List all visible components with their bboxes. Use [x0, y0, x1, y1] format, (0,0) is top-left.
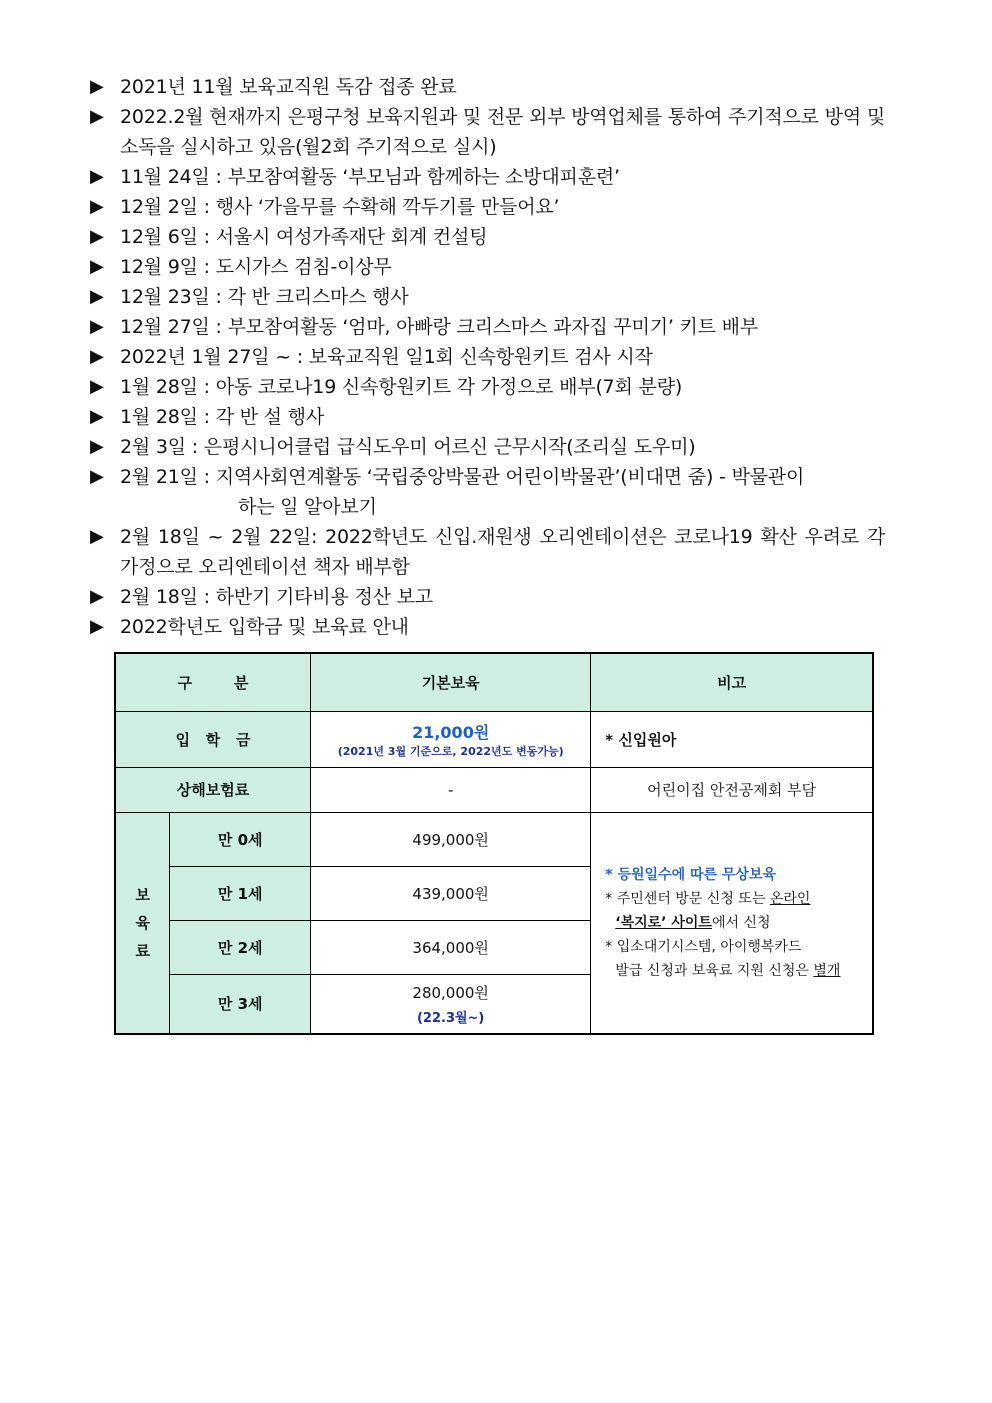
list-item: ▶ 2월 18일 : 하반기 기타비용 정산 보고 [90, 582, 885, 612]
admission-amount-cell [311, 711, 591, 767]
fee-amount-note: (22.3월~) [416, 1010, 485, 1026]
list-item-continuation: 하는 일 알아보기 [238, 496, 377, 518]
list-item: ▶ 12월 23일 : 각 반 크리스마스 행사 [90, 282, 885, 312]
list-item: ▶ 2022학년도 입학금 및 보육료 안내 [90, 612, 885, 642]
note-underline: 별개 [813, 962, 841, 979]
arrow-icon: ▶ [90, 406, 104, 427]
list-item: ▶ 2021년 11월 보육교직원 독감 접종 완료 [90, 72, 885, 102]
fee-table [114, 652, 874, 1035]
arrow-icon: ▶ [90, 196, 104, 217]
header-category: 구 분 [115, 653, 311, 711]
arrow-icon: ▶ [90, 466, 104, 487]
table-row [115, 767, 873, 812]
arrow-icon: ▶ [90, 376, 104, 397]
fee-group-char: 료 [135, 941, 150, 960]
note-text: * 주민센터 방문 신청 또는 [605, 890, 770, 907]
arrow-icon: ▶ [90, 76, 104, 97]
list-item: ▶ 1월 28일 : 각 반 설 행사 [90, 402, 885, 432]
note-underline: ‘복지로’ 사이트 [615, 914, 712, 931]
arrow-icon: ▶ [90, 166, 104, 187]
note-line [605, 887, 872, 911]
header-remark: 비고 [591, 653, 873, 711]
arrow-icon: ▶ [90, 226, 104, 247]
admission-amount-note: (2021년 3월 기준으로, 2022년도 변동가능) [337, 744, 564, 758]
age-label: 만 3세 [170, 974, 311, 1034]
table-row [115, 812, 873, 866]
list-item [90, 462, 885, 522]
admission-label: 입 학 금 [115, 711, 311, 767]
note-text: 에서 신청 [711, 914, 771, 931]
age-label: 만 0세 [170, 812, 311, 866]
fee-group-char: 보 [135, 885, 150, 904]
arrow-icon: ▶ [90, 436, 104, 457]
list-item-text: 2월 21일 : 지역사회연계활동 ‘국립중앙박물관 어린이박물관’(비대면 줌) - 박물관이 [120, 466, 805, 488]
list-item: ▶ 11월 24일 : 부모참여활동 ‘부모님과 함께하는 소방대피훈련’ [90, 162, 885, 192]
arrow-icon: ▶ [90, 346, 104, 367]
fee-group-label [115, 812, 170, 1034]
list-item: ▶ 12월 9일 : 도시가스 검침-이상무 [90, 252, 885, 282]
list-item: ▶ 1월 28일 : 아동 코로나19 신속항원키트 각 가정으로 배부(7회 분량) [90, 372, 885, 402]
admission-amount: 21,000원 [412, 722, 490, 742]
list-item: ▶ 12월 6일 : 서울시 여성가족재단 회계 컨설팅 [90, 222, 885, 252]
age-label: 만 2세 [170, 920, 311, 974]
fee-amount: 280,000원 [412, 983, 489, 1002]
list-item: ▶ 2월 18일 ~ 2월 22일: 2022학년도 신입.재원생 오리엔테이션은 코로나19 확산 우려로 각 가정으로 오리엔테이션 책자 배부함 [90, 522, 885, 582]
note-text: 발급 신청과 보육료 지원 신청은 [615, 962, 814, 979]
table-header-row [115, 653, 873, 711]
header-basic-care: 기본보육 [311, 653, 591, 711]
fee-amount: 499,000원 [311, 812, 591, 866]
arrow-icon: ▶ [90, 106, 104, 127]
note-line [605, 959, 872, 983]
fee-amount: 364,000원 [311, 920, 591, 974]
list-item: ▶ 2022.2월 현재까지 은평구청 보육지원과 및 전문 외부 방역업체를 통하여 주기적으로 방역 및 소독을 실시하고 있음(월2회 주기적으로 실시) [90, 102, 885, 162]
arrow-icon: ▶ [90, 256, 104, 277]
arrow-icon: ▶ [90, 316, 104, 337]
list-item: ▶ 12월 2일 : 행사 ‘가을무를 수확해 깍두기를 만들어요’ [90, 192, 885, 222]
arrow-icon: ▶ [90, 526, 104, 547]
activity-list [90, 72, 885, 642]
admission-remark: * 신입원아 [591, 711, 873, 767]
fee-amount: 439,000원 [311, 866, 591, 920]
age-label: 만 1세 [170, 866, 311, 920]
fee-amount-cell [311, 974, 591, 1034]
insurance-remark: 어린이집 안전공제회 부담 [591, 767, 873, 812]
list-item: ▶ 2월 3일 : 은평시니어클럽 급식도우미 어르신 근무시작(조리실 도우미) [90, 432, 885, 462]
list-item: ▶ 2022년 1월 27일 ~ : 보육교직원 일1회 신속항원키트 검사 시작 [90, 342, 885, 372]
table-row [115, 711, 873, 767]
note-underline: 온라인 [769, 890, 811, 907]
fee-notes [591, 812, 873, 1034]
arrow-icon: ▶ [90, 286, 104, 307]
note-line: * 입소대기시스템, 아이행복카드 [605, 938, 802, 955]
insurance-label: 상해보험료 [115, 767, 311, 812]
fee-group-char: 육 [135, 913, 150, 932]
insurance-amount: - [311, 767, 591, 812]
arrow-icon: ▶ [90, 586, 104, 607]
note-line: * 등원일수에 따른 무상보육 [605, 866, 777, 883]
list-item: ▶ 12월 27일 : 부모참여활동 ‘엄마, 아빠랑 크리스마스 과자집 꾸미기’ 키트 배부 [90, 312, 885, 342]
note-line [605, 911, 872, 935]
arrow-icon: ▶ [90, 616, 104, 637]
